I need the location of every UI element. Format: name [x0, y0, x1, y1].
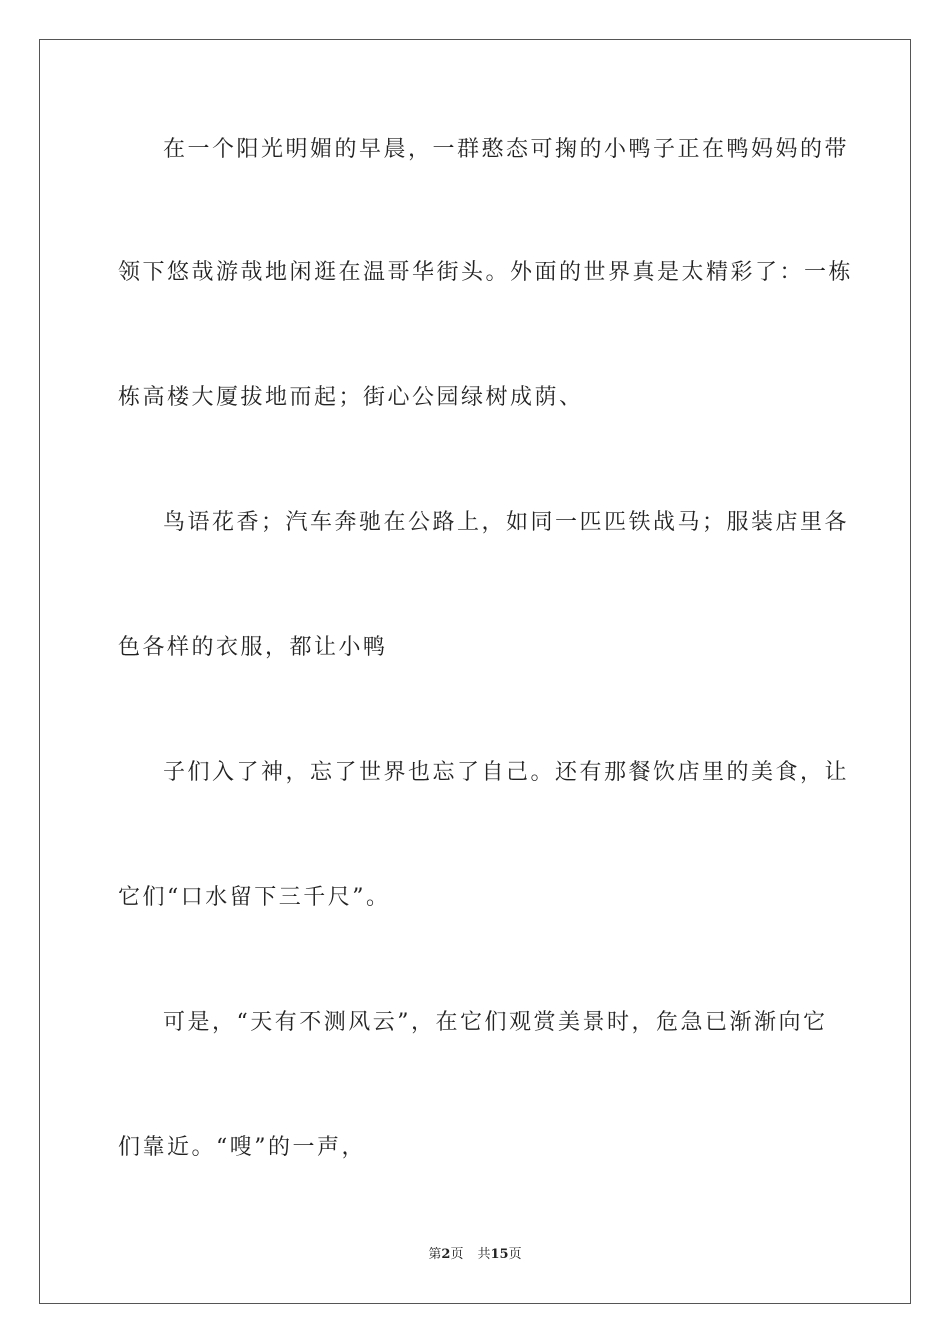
paragraph-line-6: 子们入了神，忘了世界也忘了自己。还有那餐饮店里的美食，让 — [163, 760, 850, 785]
page-label-suffix: 页 — [450, 1247, 464, 1262]
paragraph-line-7: 它们“口水留下三千尺”。 — [118, 885, 391, 910]
total-pages: 15 — [490, 1247, 509, 1262]
paragraph-line-2: 领下悠哉游哉地闲逛在温哥华街头。外面的世界真是太精彩了：一栋 — [118, 260, 854, 285]
page-footer — [0, 1243, 950, 1262]
paragraph-line-8: 可是，“天有不测风云”，在它们观赏美景时，危急已渐渐向它 — [163, 1010, 828, 1035]
paragraph-line-1: 在一个阳光明媚的早晨，一群憨态可掬的小鸭子正在鸭妈妈的带 — [163, 137, 850, 162]
page-border — [39, 39, 911, 1304]
total-label-suffix: 页 — [508, 1247, 522, 1262]
paragraph-line-4: 鸟语花香；汽车奔驰在公路上，如同一匹匹铁战马；服装店里各 — [163, 510, 850, 535]
paragraph-line-5: 色各样的衣服，都让小鸭 — [118, 635, 388, 660]
paragraph-line-9: 们靠近。“嗖”的一声， — [118, 1135, 366, 1160]
page-label-prefix: 第 — [428, 1247, 442, 1262]
page-number: 2 — [441, 1247, 451, 1262]
paragraph-line-3: 栋高楼大厦拔地而起；街心公园绿树成荫、 — [118, 385, 584, 410]
total-label-prefix: 共 — [477, 1247, 491, 1262]
